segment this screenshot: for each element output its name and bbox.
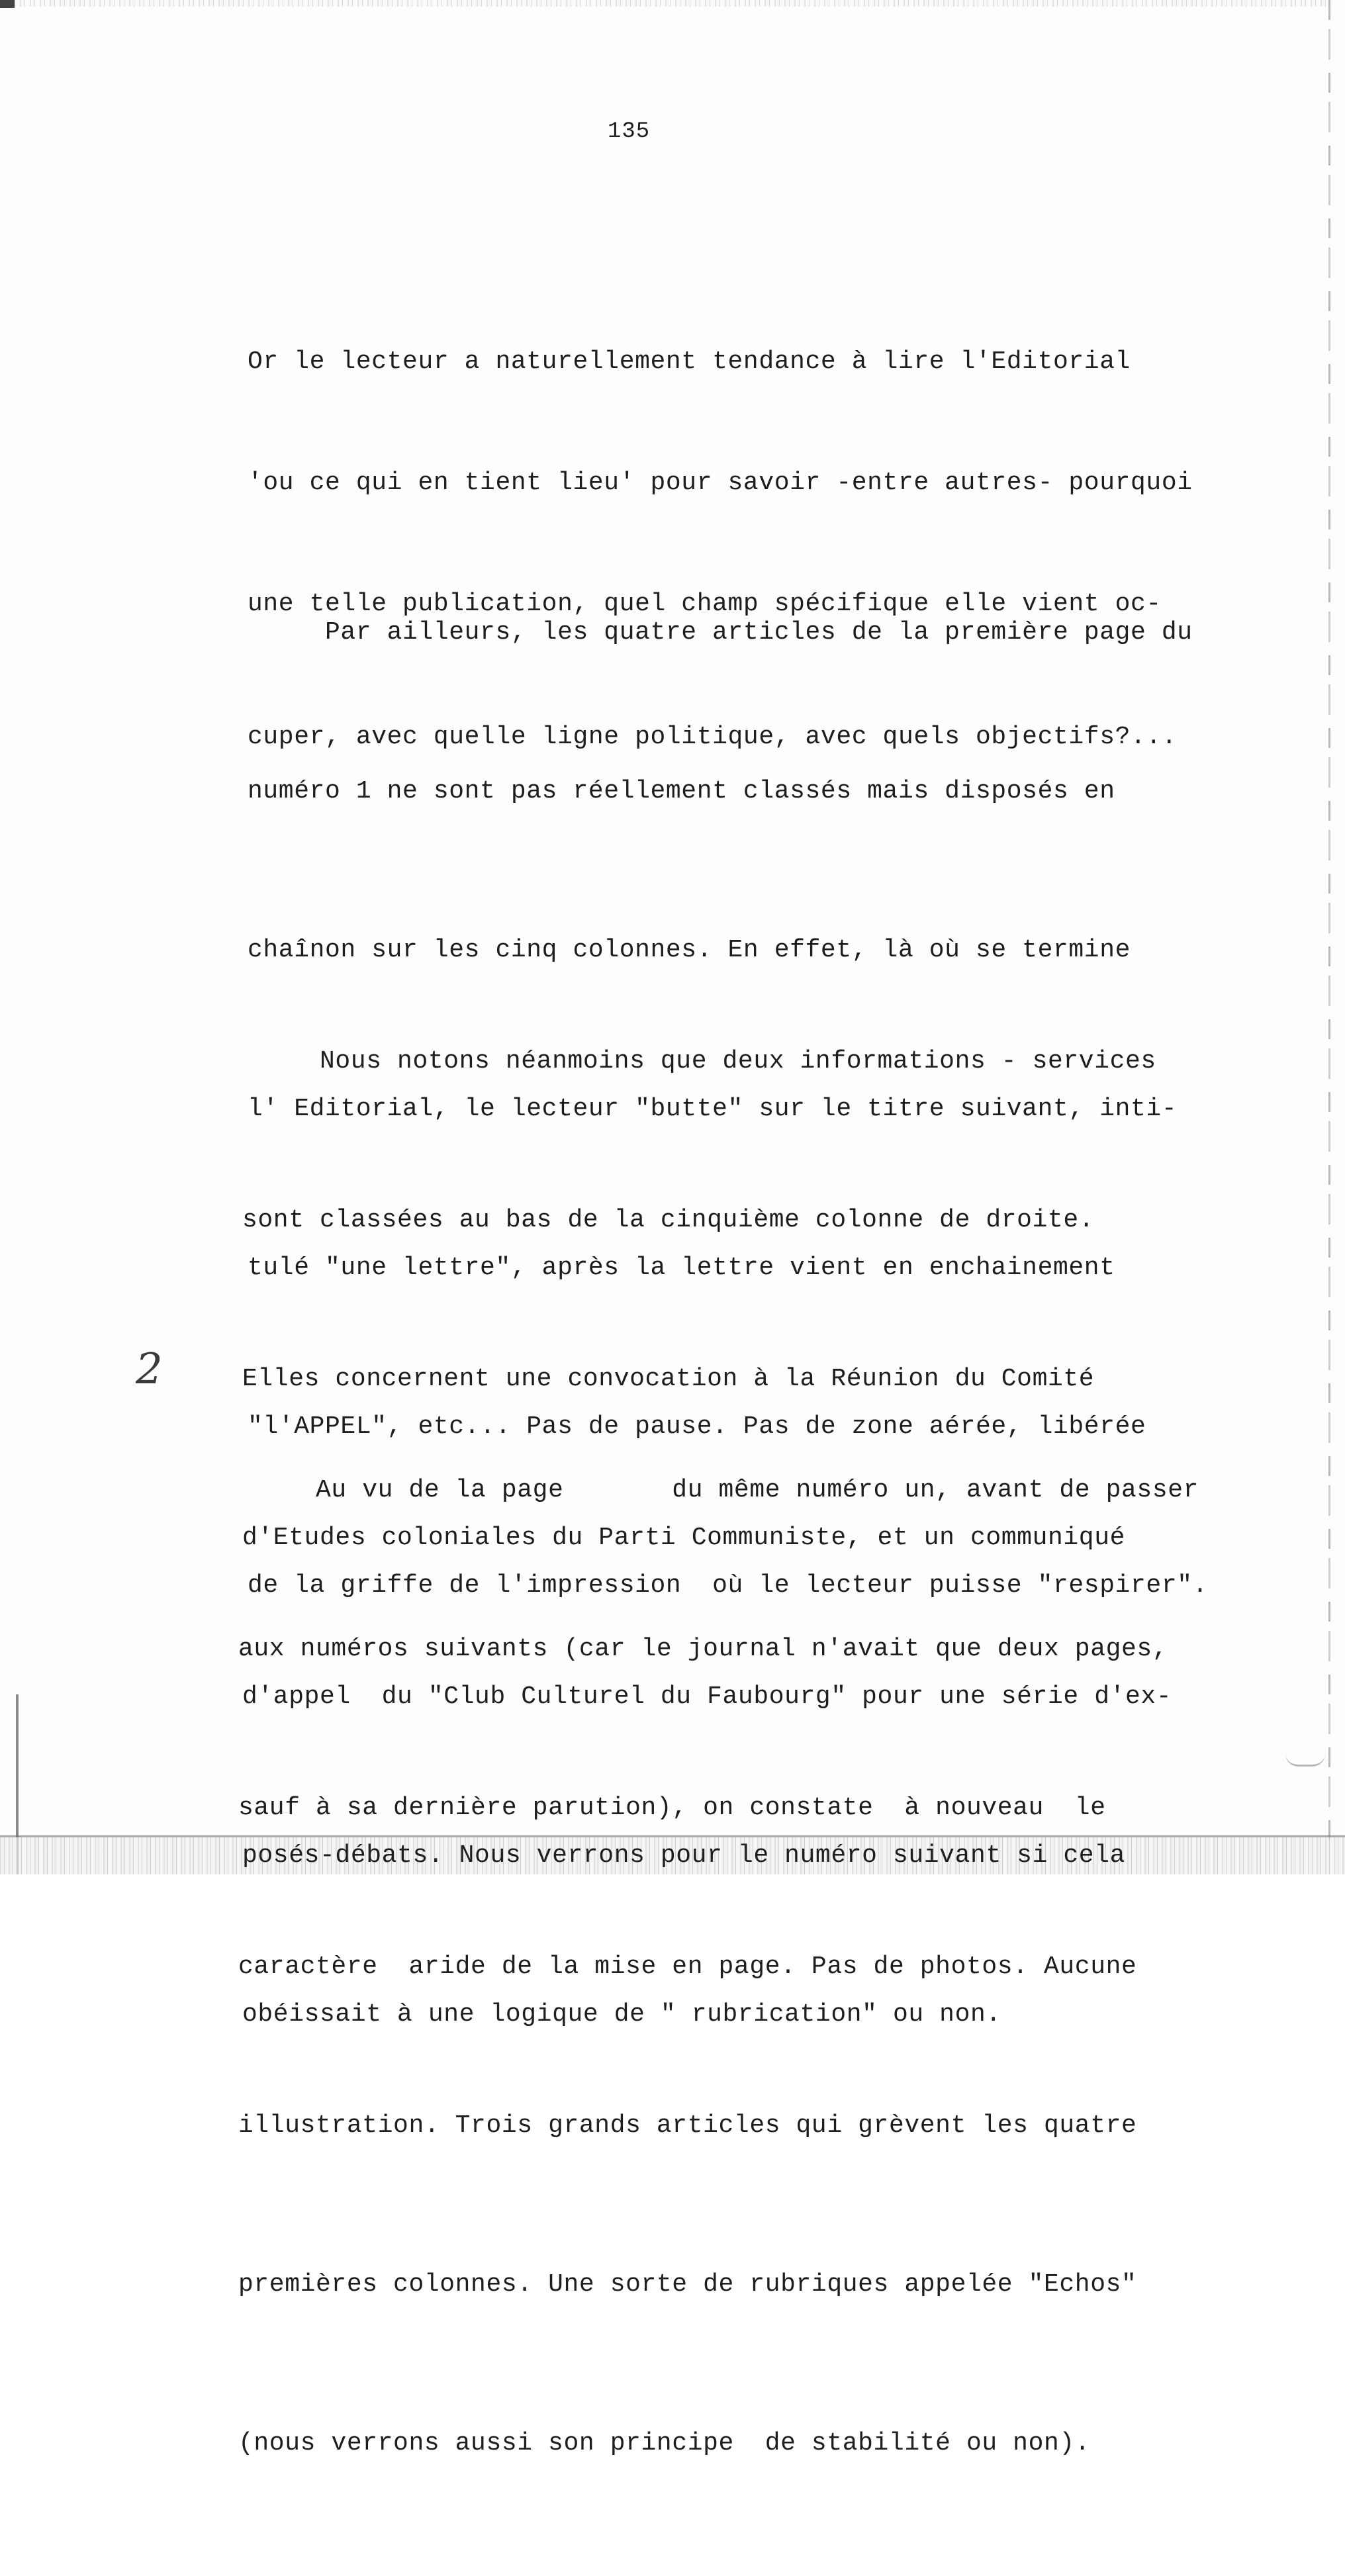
text-line: cuper, avec quelle ligne politique, avec quels objectifs?... — [248, 723, 1178, 751]
text-line: d'Etudes coloniales du Parti Communiste, et un communiqué — [242, 1524, 1126, 1552]
text-line: tulé "une lettre", après la lettre vient en enchainement — [248, 1254, 1115, 1282]
scan-edge-top — [0, 0, 1330, 7]
handwritten-margin-note: 2 — [136, 1345, 163, 1394]
scan-smudge — [1285, 1754, 1325, 1767]
text-line: Nous notons néanmoins que deux informations - services — [242, 1047, 1156, 1076]
text-line: Par ailleurs, les quatre articles de la première page du — [248, 618, 1193, 647]
text-line: Au vu de la page du même numéro un, avant de passer — [238, 1476, 1199, 1504]
text-line: 'ou ce qui en tient lieu' pour savoir -entre autres- pourquoi — [248, 469, 1193, 497]
text-line: chaînon sur les cinq colonnes. En effet, là où se termine — [248, 936, 1131, 964]
scan-corner-mark — [0, 0, 15, 8]
text-line: (nous verrons aussi son principe de stabilité ou non). — [238, 2429, 1091, 2458]
text-line: posés-débats. Nous verrons pour le numéro suivant si cela — [242, 1841, 1126, 1870]
text-line: l' Editorial, le lecteur "butte" sur le titre suivant, inti- — [248, 1095, 1178, 1123]
text-line: Or le lecteur a naturellement tendance à lire l'Editorial — [248, 347, 1131, 376]
text-line: illustration. Trois grands articles qui grèvent les quatre — [238, 2111, 1137, 2140]
text-line: premières colonnes. Une sorte de rubriques appelée "Echos" — [238, 2270, 1137, 2299]
text-line: caractère aride de la mise en page. Pas de photos. Aucune — [238, 1953, 1137, 1981]
page-number: 135 — [608, 119, 651, 144]
text-line: obéissait à une logique de " rubrication" ou non. — [242, 2000, 1001, 2029]
text-line: de la griffe de l'impression où le lecteur puisse "respirer". — [248, 1571, 1209, 1600]
text-line: une telle publication, quel champ spécifique elle vient oc- — [248, 590, 1162, 618]
text-line: Elles concernent une convocation à la Réunion du Comité — [242, 1365, 1095, 1393]
text-line: "l'APPEL", etc... Pas de pause. Pas de zone aérée, libérée — [248, 1412, 1146, 1441]
scan-edge-right — [1328, 0, 1330, 1847]
paragraph-4 — [238, 1358, 1199, 2576]
text-line: aux numéros suivants (car le journal n'avait que deux pages, — [238, 1635, 1168, 1663]
text-line: sauf à sa dernière parution), on constate à nouveau le — [238, 1794, 1106, 1822]
text-line: sont classées au bas de la cinquième colonne de droite. — [242, 1206, 1095, 1234]
text-line: d'appel du "Club Culturel du Faubourg" pour une série d'ex- — [242, 1682, 1172, 1711]
text-line: numéro 1 ne sont pas réellement classés mais disposés en — [248, 777, 1115, 805]
